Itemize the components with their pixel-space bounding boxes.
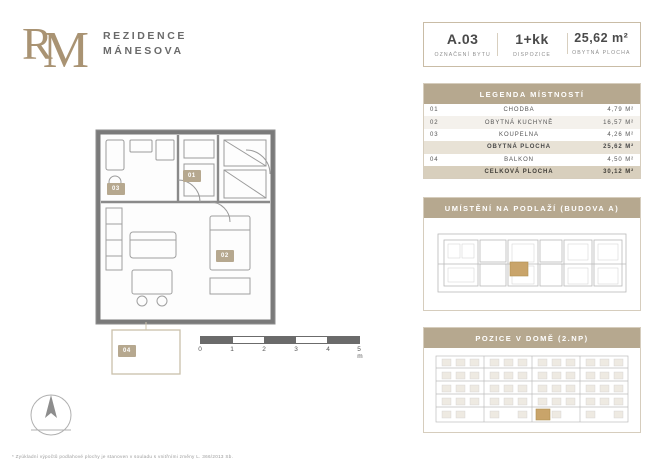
table-row [424,154,640,166]
legend-area: 4,26 M² [607,131,634,138]
brand-line-1: REZIDENCE [102,30,188,43]
scale-tick-1: 1 [230,346,234,353]
scale-bar [198,336,363,360]
scale-tick-5: 5 m [357,346,363,360]
table-row-total [424,166,640,178]
legend-name: CELKOVÁ PLOCHA [450,166,588,178]
legend-name: OBYTNÁ PLOCHA [450,141,588,153]
room-tag-04: 04 [118,345,136,357]
brand-line-2: MÁNESOVA [102,44,184,57]
legend-num [424,141,450,153]
room-legend-title: LEGENDA MÍSTNOSTÍ [424,84,640,104]
legend-num: 01 [430,107,439,114]
scale-tick-3: 3 [294,346,298,353]
legend-num: 03 [430,131,439,138]
legend-area: 4,79 M² [607,107,634,114]
room-legend [423,83,641,179]
legend-area: 4,50 M² [607,156,634,163]
footer-note: * Zyúkladní výpočtů podlahové plochy je stanoven v souladu s vnitřními změny L. 366/2013 Sb. [12,454,234,459]
compass-north-icon [24,388,78,442]
floor-location-diagram [424,218,640,310]
table-row [424,104,640,116]
legend-name: OBYTNÁ KUCHYNĚ [450,116,588,128]
legend-name: BALKON [504,156,534,163]
room-legend-table [424,104,640,178]
scale-tick-2: 2 [262,346,266,353]
table-row [424,116,640,128]
table-row [424,129,640,141]
unit-area-value: 25,62 m² [574,31,629,45]
brand-logo [22,18,188,79]
unit-id-cell [428,31,497,58]
floor-location-title: UMÍSTĚNÍ NA PODLAŽÍ (BUDOVA A) [424,198,640,218]
legend-area: 16,57 M² [588,116,640,128]
table-row-subtotal [424,141,640,153]
legend-num: 04 [430,156,439,163]
unit-layout-value: 1+kk [515,31,549,47]
unit-layout-label: DISPOZICE [513,52,551,58]
legend-name: KOUPELNA [499,131,539,138]
legend-area: 30,12 M² [588,166,640,178]
unit-id-label: OZNAČENÍ BYTU [434,52,491,58]
room-tag-03: 03 [107,183,125,195]
legend-name: CHODBA [503,107,535,114]
floor-location-card [423,197,641,311]
unit-id-value: A.03 [446,31,479,47]
info-column [423,22,641,433]
legend-area: 25,62 M² [588,141,640,153]
legend-num [424,166,450,178]
room-tag-01: 01 [183,170,201,182]
scale-tick-0: 0 [198,346,202,353]
unit-area-cell [567,31,636,56]
scale-tick-4: 4 [326,346,330,353]
legend-num: 02 [424,116,450,128]
unit-layout-cell [497,31,566,58]
logo-monogram: RM [22,18,85,79]
unit-summary-card [423,22,641,67]
house-position-diagram [424,348,640,432]
house-position-title: POZICE V DOMĚ (2.NP) [424,328,640,348]
unit-area-label: OBYTNÁ PLOCHA [572,50,631,56]
room-tag-02: 02 [216,250,234,262]
house-position-card [423,327,641,433]
